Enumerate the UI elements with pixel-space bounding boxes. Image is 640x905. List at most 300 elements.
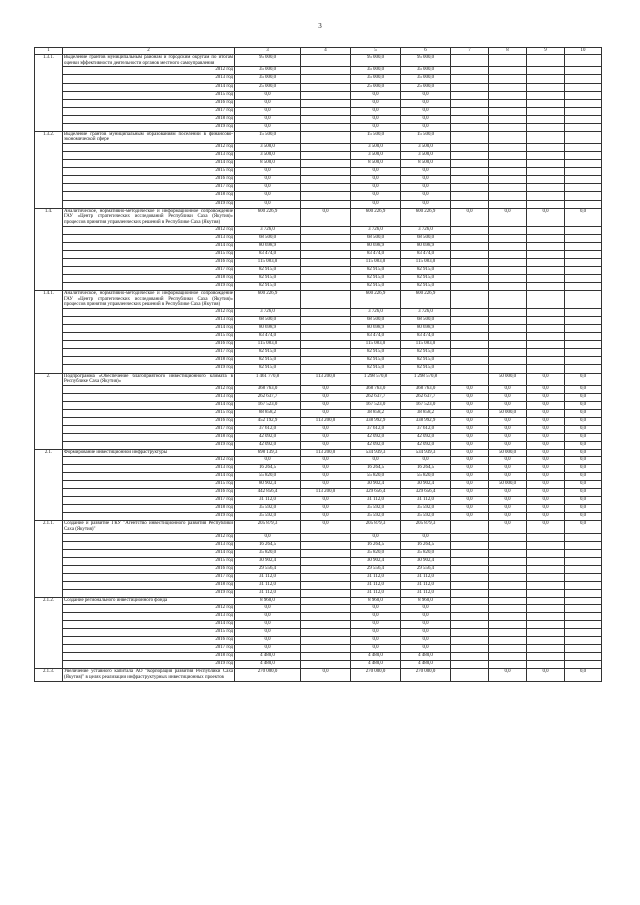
year-label: 2019 год (63, 513, 235, 521)
year-label: 2014 год (63, 549, 235, 557)
year-value (489, 250, 527, 258)
year-value (489, 629, 527, 637)
year-label: 2015 год (63, 168, 235, 176)
year-value: 35 000,0 (235, 75, 301, 83)
table-row (35, 385, 602, 393)
year-value (489, 341, 527, 349)
year-value: 0,0 (527, 513, 565, 521)
year-value (489, 152, 527, 160)
year-value (527, 661, 565, 669)
table-row (35, 258, 602, 266)
year-value (527, 75, 565, 83)
year-value (451, 365, 489, 373)
year-value (527, 168, 565, 176)
year-value: 0,0 (565, 489, 602, 497)
year-value (565, 242, 602, 250)
year-value: 0,0 (401, 637, 451, 645)
section-value (489, 291, 527, 309)
year-value: 115 083,0 (401, 341, 451, 349)
year-label: 2016 год (63, 258, 235, 266)
year-value (451, 574, 489, 582)
year-value: 0,0 (401, 99, 451, 107)
year-value: 37 612,0 (351, 426, 401, 434)
year-value (565, 333, 602, 341)
year-value (451, 604, 489, 612)
year-value: 0,0 (301, 385, 351, 393)
year-value: 4 480,0 (351, 653, 401, 661)
year-value: 35 820,0 (235, 549, 301, 557)
section-value: 0,0 (301, 669, 351, 681)
section-value: 8 960,0 (351, 598, 401, 605)
year-value: 0,0 (565, 434, 602, 442)
year-value (489, 333, 527, 341)
year-value: 0,0 (565, 418, 602, 426)
year-value: 0,0 (235, 91, 301, 99)
year-value (451, 67, 489, 75)
year-label: 2017 год (63, 574, 235, 582)
table-row (35, 465, 602, 473)
year-label: 2013 год (63, 465, 235, 473)
year-value: 82 915,0 (235, 283, 301, 291)
year-value (301, 557, 351, 565)
year-value: 0,0 (235, 184, 301, 192)
year-value (527, 549, 565, 557)
year-value: 68 500,0 (401, 234, 451, 242)
year-label: 2018 год (63, 192, 235, 200)
year-value (451, 582, 489, 590)
year-value: 0,0 (489, 434, 527, 442)
year-value: 38 858,2 (401, 410, 451, 418)
year-value: 0,0 (401, 604, 451, 612)
section-value: 0,0 (527, 373, 565, 385)
table-row (35, 582, 602, 590)
year-value (527, 83, 565, 91)
year-value (451, 184, 489, 192)
year-value: 0,0 (301, 481, 351, 489)
year-value: 368 763,0 (351, 385, 401, 393)
year-value (301, 192, 351, 200)
year-value (451, 176, 489, 184)
year-value (301, 242, 351, 250)
year-value (451, 325, 489, 333)
year-value: 68 500,0 (235, 234, 301, 242)
year-value: 0,0 (301, 465, 351, 473)
year-value: 0,0 (401, 115, 451, 123)
year-value (565, 67, 602, 75)
section-value: 113 200,0 (301, 450, 351, 457)
year-value: 0,0 (527, 505, 565, 513)
year-value: 0,0 (235, 168, 301, 176)
year-value: 0,0 (351, 184, 401, 192)
year-label: 2019 год (63, 590, 235, 598)
year-value (565, 99, 602, 107)
section-value: 8 960,0 (401, 598, 451, 605)
year-value (527, 67, 565, 75)
year-value: 3 500,0 (401, 144, 451, 152)
section-value: 0,0 (565, 450, 602, 457)
year-value (301, 333, 351, 341)
section-row (35, 208, 602, 226)
year-value: 0,0 (451, 481, 489, 489)
column-header: 7 (451, 48, 489, 55)
section-value (451, 598, 489, 605)
year-value (565, 349, 602, 357)
year-value (527, 309, 565, 317)
section-value: 8 960,0 (235, 598, 301, 605)
year-label: 2018 год (63, 434, 235, 442)
year-value: 4 480,0 (351, 661, 401, 669)
year-label: 2013 год (63, 75, 235, 83)
table-row (35, 91, 602, 99)
year-value (451, 661, 489, 669)
year-value (527, 115, 565, 123)
year-value: 3 500,0 (351, 144, 401, 152)
year-value (527, 99, 565, 107)
year-value: 30 902,4 (401, 557, 451, 565)
year-value (527, 604, 565, 612)
section-label: Увеличение уставного капитала АО "Корпорация развития Республики Саха (Якутия)" в целях реализации инфраструктурных инвестиционных проектов (64, 669, 233, 680)
year-value: 3 726,0 (351, 226, 401, 234)
year-value: 25 000,0 (351, 83, 401, 91)
year-value (451, 283, 489, 291)
table-row (35, 357, 602, 365)
year-value (451, 612, 489, 620)
year-value: 80 698,9 (235, 242, 301, 250)
year-value: 0,0 (527, 465, 565, 473)
year-value: 83 474,0 (351, 333, 401, 341)
section-label: Создание регионального инвестиционного фонда (63, 598, 235, 605)
section-value: 1 298 570,8 (401, 373, 451, 385)
year-value: 82 915,0 (351, 283, 401, 291)
year-value (301, 91, 351, 99)
year-value (527, 541, 565, 549)
table-row (35, 489, 602, 497)
year-value: 82 915,0 (351, 349, 401, 357)
year-label: 2015 год (63, 410, 235, 418)
year-value (451, 250, 489, 258)
year-value: 82 915,0 (235, 266, 301, 274)
year-value (527, 200, 565, 208)
year-value (301, 341, 351, 349)
year-value: 0,0 (527, 489, 565, 497)
year-label: 2019 год (63, 200, 235, 208)
year-value (565, 574, 602, 582)
section-label: Выделение грантов муниципальным образованиям поселений в финансово-экономической сфере (64, 131, 233, 143)
year-value (301, 75, 351, 83)
year-value: 8 500,0 (401, 160, 451, 168)
year-value (301, 612, 351, 620)
year-value (527, 192, 565, 200)
year-value (489, 541, 527, 549)
year-value: 50 000,0 (489, 481, 527, 489)
year-value: 83 474,0 (351, 250, 401, 258)
year-value (489, 604, 527, 612)
year-value (489, 349, 527, 357)
year-label: 2017 год (63, 349, 235, 357)
year-value (565, 123, 602, 131)
year-value: 3 726,0 (401, 226, 451, 234)
year-value (489, 582, 527, 590)
year-value (451, 192, 489, 200)
year-value: 68 500,0 (351, 317, 401, 325)
section-code: 1.4. (35, 208, 63, 290)
section-value (489, 55, 527, 67)
year-label: 2018 год (63, 357, 235, 365)
year-value: 0,0 (235, 176, 301, 184)
year-value (301, 653, 351, 661)
year-value (301, 144, 351, 152)
year-value (489, 242, 527, 250)
year-value (489, 168, 527, 176)
year-value: 115 083,0 (351, 341, 401, 349)
year-value: 0,0 (565, 410, 602, 418)
year-value: 0,0 (401, 176, 451, 184)
year-label: 2012 год (63, 385, 235, 393)
year-value: 82 915,0 (235, 357, 301, 365)
year-value: 338 992,9 (351, 418, 401, 426)
table-row (35, 473, 602, 481)
year-value (565, 152, 602, 160)
year-value: 0,0 (565, 481, 602, 489)
year-value: 16 264,5 (351, 465, 401, 473)
year-value: 0,0 (489, 513, 527, 521)
year-value (301, 549, 351, 557)
year-value: 0,0 (451, 385, 489, 393)
section-value (301, 598, 351, 605)
year-value: 35 000,0 (351, 75, 401, 83)
table-row (35, 242, 602, 250)
year-value (301, 99, 351, 107)
year-value (489, 123, 527, 131)
year-value (489, 226, 527, 234)
year-value: 3 500,0 (401, 152, 451, 160)
year-value: 0,0 (235, 629, 301, 637)
year-value (565, 168, 602, 176)
year-value (527, 266, 565, 274)
year-label: 2012 год (63, 67, 235, 75)
year-value: 0,0 (527, 426, 565, 434)
year-label: 2014 год (63, 620, 235, 628)
year-value (565, 637, 602, 645)
year-label: 2013 год (63, 612, 235, 620)
year-value (451, 349, 489, 357)
year-value (565, 200, 602, 208)
section-value: 0,0 (301, 208, 351, 226)
year-value (489, 144, 527, 152)
year-label: 2018 год (63, 115, 235, 123)
table-row (35, 533, 602, 541)
year-value (301, 176, 351, 184)
year-value: 31 112,0 (401, 590, 451, 598)
year-value: 4 480,0 (401, 661, 451, 669)
year-value: 35 000,0 (401, 75, 451, 83)
year-value: 31 112,0 (401, 574, 451, 582)
table-row (35, 325, 602, 333)
section-value (451, 131, 489, 143)
year-value: 0,0 (351, 612, 401, 620)
table-row (35, 274, 602, 282)
year-value: 115 083,0 (235, 258, 301, 266)
year-value: 0,0 (235, 533, 301, 541)
table-row (35, 168, 602, 176)
section-value: 50 000,0 (489, 450, 527, 457)
year-value (527, 333, 565, 341)
year-value: 0,0 (527, 442, 565, 450)
table-row (35, 661, 602, 669)
year-value (301, 184, 351, 192)
year-value (527, 226, 565, 234)
year-value: 115 083,0 (235, 341, 301, 349)
year-value: 82 915,0 (351, 274, 401, 282)
year-value: 0,0 (351, 533, 401, 541)
year-label: 2015 год (63, 629, 235, 637)
year-value: 82 915,0 (351, 266, 401, 274)
section-value: 0,0 (527, 208, 565, 226)
year-value: 368 763,0 (235, 385, 301, 393)
year-value: 113 200,0 (301, 489, 351, 497)
year-value (301, 152, 351, 160)
year-value (489, 234, 527, 242)
year-value (451, 266, 489, 274)
year-value (565, 258, 602, 266)
year-value (301, 226, 351, 234)
year-value (565, 144, 602, 152)
section-value: 600 226,9 (235, 208, 301, 226)
year-value: 82 915,0 (401, 349, 451, 357)
year-value: 0,0 (527, 385, 565, 393)
year-value (451, 123, 489, 131)
column-header: 10 (565, 48, 602, 55)
section-value: 0,0 (489, 521, 527, 533)
year-value: 0,0 (401, 629, 451, 637)
year-value: 0,0 (401, 200, 451, 208)
section-value: 95 000,0 (351, 55, 401, 67)
section-label: Выделение грантов муниципальным районам и городским округам по итогам оценки эффективности деятельности органов местного самоуправления (64, 55, 233, 66)
year-value: 329 656,4 (401, 489, 451, 497)
year-value: 31 112,0 (351, 582, 401, 590)
year-value (451, 99, 489, 107)
year-value: 0,0 (351, 91, 401, 99)
year-value (301, 365, 351, 373)
year-value: 55 820,0 (401, 473, 451, 481)
table-row (35, 434, 602, 442)
table-row (35, 192, 602, 200)
year-value: 167 523,0 (235, 402, 301, 410)
year-value: 3 726,0 (401, 309, 451, 317)
year-value: 167 523,0 (401, 402, 451, 410)
table-row (35, 341, 602, 349)
section-value: 600 226,9 (351, 208, 401, 226)
year-value (565, 533, 602, 541)
year-value: 3 500,0 (351, 152, 401, 160)
year-value (451, 83, 489, 91)
year-value: 0,0 (301, 426, 351, 434)
year-label: 2019 год (63, 123, 235, 131)
year-value (565, 160, 602, 168)
year-value: 38 858,2 (351, 410, 401, 418)
section-value: 0,0 (489, 669, 527, 681)
section-value: 205 879,3 (351, 521, 401, 533)
year-value: 31 112,0 (351, 574, 401, 582)
year-label: 2018 год (63, 582, 235, 590)
section-value: 698 139,3 (235, 450, 301, 457)
year-value (527, 574, 565, 582)
year-value (489, 612, 527, 620)
year-value (301, 645, 351, 653)
year-value: 0,0 (527, 497, 565, 505)
year-value (565, 653, 602, 661)
table-row (35, 612, 602, 620)
year-value: 0,0 (351, 629, 401, 637)
section-code: 2.1.3. (35, 669, 63, 681)
year-value: 0,0 (489, 426, 527, 434)
year-value: 262 637,7 (351, 393, 401, 401)
section-value (527, 131, 565, 143)
year-value (301, 661, 351, 669)
year-label: 2016 год (63, 99, 235, 107)
year-value (565, 75, 602, 83)
year-value: 0,0 (351, 192, 401, 200)
year-label: 2015 год (63, 91, 235, 99)
year-label: 2016 год (63, 176, 235, 184)
year-label: 2013 год (63, 541, 235, 549)
table-row (35, 442, 602, 450)
year-value: 0,0 (451, 426, 489, 434)
table-row (35, 309, 602, 317)
year-value (301, 274, 351, 282)
year-label: 2012 год (63, 457, 235, 465)
year-value (301, 620, 351, 628)
table-row (35, 365, 602, 373)
section-value: 0,0 (527, 521, 565, 533)
table-header-row (35, 48, 602, 55)
year-value (451, 317, 489, 325)
table-row (35, 144, 602, 152)
year-value (565, 557, 602, 565)
year-label: 2014 год (63, 83, 235, 91)
year-value (451, 590, 489, 598)
year-value (489, 192, 527, 200)
year-label: 2018 год (63, 653, 235, 661)
year-label: 2014 год (63, 160, 235, 168)
year-value (489, 637, 527, 645)
table-row (35, 115, 602, 123)
table-row (35, 505, 602, 513)
year-value: 80 698,9 (235, 325, 301, 333)
year-value (451, 115, 489, 123)
year-value: 82 915,0 (351, 357, 401, 365)
year-label: 2013 год (63, 234, 235, 242)
year-value (451, 274, 489, 282)
section-code: 2.1.1. (35, 521, 63, 598)
year-value: 29 556,4 (235, 565, 301, 573)
year-value: 262 637,7 (235, 393, 301, 401)
year-value (301, 317, 351, 325)
year-value: 3 726,0 (235, 226, 301, 234)
year-value: 0,0 (401, 184, 451, 192)
year-value (451, 160, 489, 168)
year-value: 0,0 (527, 393, 565, 401)
year-value: 0,0 (565, 385, 602, 393)
year-value: 0,0 (489, 442, 527, 450)
year-value (565, 565, 602, 573)
year-value: 0,0 (235, 612, 301, 620)
year-value (489, 258, 527, 266)
section-value: 0,0 (489, 208, 527, 226)
year-value (301, 234, 351, 242)
year-value (565, 620, 602, 628)
year-value: 16 264,5 (235, 541, 301, 549)
